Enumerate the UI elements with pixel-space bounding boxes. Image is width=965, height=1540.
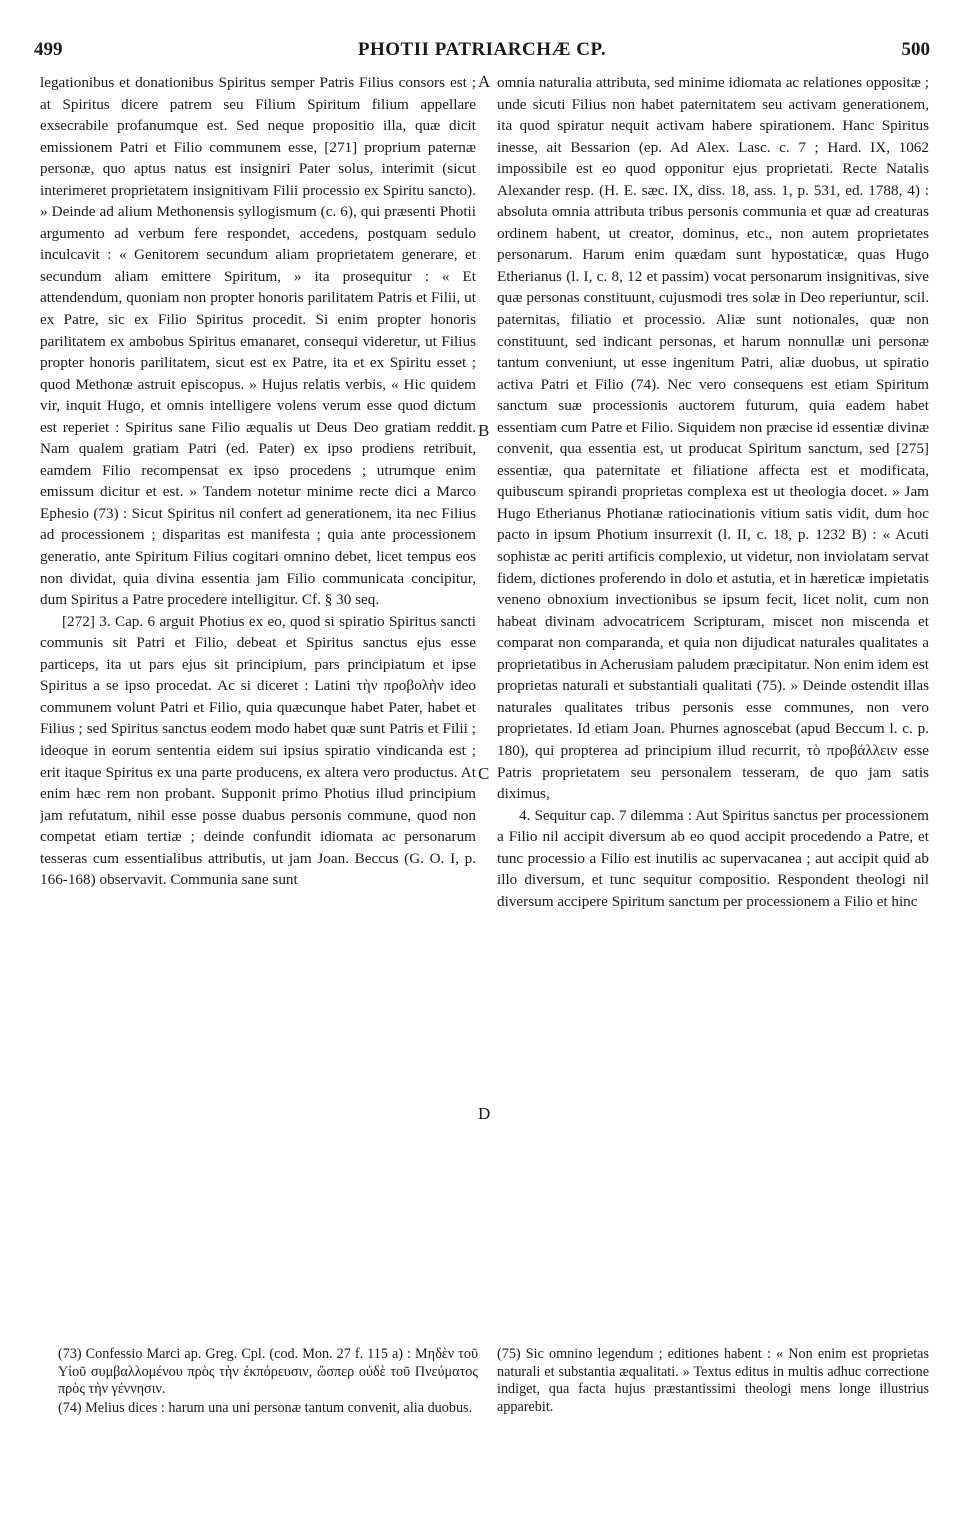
margin-marker-c: C: [478, 764, 490, 783]
page-header: [34, 38, 930, 66]
right-paragraph-1: omnia naturalia attributa, sed minime idiomata ac relationes oppositæ ; unde sicuti Filius non habet paternitatem seu activam generationem, ita quod spiratur nequit activam habere spirationem. Hanc Spiritus inesse, ait Bessarion (ep. Ad Alex. Lasc. c. 7 ; Hard. IX, 1062 impossibile est eo quod opponitur ejus proprietati. Recte Natalis Alexander resp. (H. E. sæc. IX, diss. 18, ass. 1, p. 531, ed. 1788, 4) : absoluta omnia attributa tribus personis communia et quæ ad creaturas ordinem habent, ut creator, dominus, etc., non autem proprietates personarum. Harum enim quædam sunt hypostaticæ, quas Hugo Etherianus (l. I, c. 8, 12 et passim) vocat personarum insignitivas, sive quæ personas constituunt, cujusmodi tres solæ in Deo reperiuntur, scil. paternitas, filiatio et processio. Aliæ sunt notionales, quæ non constituunt, sed indicant personas, et harum nonnullæ uni personæ tantum conveniunt, ut esse ingenitum Patri, aliæ duobus, ut spiratio activa Patri et Filio (74). Nec vero consequens est etiam Spiritum sanctum suæ processionis auctorem futurum, quia eadem habet essentiam cum Patre et Filio. Siquidem non præcise id essentiæ divinæ convenit, qua essentia est, ut producat Spiritum sanctum, sed [275] essentiæ, qua paternitate et filiatione affecta est et modificata, quibuscum spirandi proprietas complexa est ut theologia docet. » Jam Hugo Etherianus Photianæ ratiocinationis vitium satis vidit, dum hoc pacto in ipsum Photium insurrexit (l. II, c. 18, p. 1232 B) : « Acuti sophistæ ac periti artificis complexio, ut videtur, non inviolatam servat fidem, dictiones proferendo in dolo et astutia, et in hæreticæ impietatis veneno obnoxium invectionibus se ipsum fecit, licet nolit, cum non habeat divinam advocatricem Scripturam, miscet non miscenda et comparat non comparanda, et quia non dijudicat naturales qualitates a proprietatibus in Acherusiam paludem præcipitatur. Non enim idem est proprietas naturali et substantiali qualitati (75). » Deinde ostendit illas naturales qualitates tribus personis esse communes, non vero proprietates. Id etiam Joan. Phurnes agnoscebat (apud Beccum l. c. p. 180), qui propterea ad principium illud recurrit, τὸ προβάλλειν esse Patris proprietatem seu personalem tesseram, de quo jam satis diximus,: [497, 74, 929, 803]
footnotes-left: [58, 1346, 478, 1418]
footnote-74: (74) Melius dices : harum una uni personæ tantum convenit, alia duobus.: [58, 1399, 473, 1416]
right-column: [497, 72, 929, 1322]
right-paragraph-2: 4. Sequitur cap. 7 dilemma : Aut Spiritus sanctus per processionem a Filio nil accipit diversum ab eo quod accipit procedendo a Patre, et tunc processio a Filio est inutilis ac supervacanea ; aut accipit quid ab illo diversum, et tunc sequitur compositio. Respondent theologi nil diversum accipere Spiritum sanctum per processionem a Filio et hinc: [497, 806, 929, 910]
left-paragraph-2: [272] 3. Cap. 6 arguit Photius ex eo, quod si spiratio Spiritus sancti communis sit Patri et Filio, debeat et Spiritus sanctus ejus esse particeps, ita ut pars ejus sit principium, pars principiatum et ipse Spiritus a se ipso procedat. Ac si diceret : Latini τὴν προβολὴν ideo communem volunt Patri et Filio, quia quæcunque habet Pater, habet et Filius ; sed Spiritus sanctus eodem modo habet quæ sunt Patris et Filii ; ideoque in eorum sententia eidem sui ipsius spiratio vindicanda est ; erit itaque Spiritus ex una parte producens, ex altera vero productus. At enim hæc rem non probant. Supponit primo Photius illud principium jam refutatum, nihil esse posse duabus personis commune, quod non competat etiam tertiæ ; deinde confundit idiomata ac personarum tesseras cum essentialibus attributis, ut jam Joan. Beccus (G. O. I, p. 166-168) observavit. Communia sane sunt: [40, 612, 476, 889]
margin-marker-b: B: [478, 421, 490, 440]
footnotes-right: [497, 1346, 929, 1417]
footnote-73: (73) Confessio Marci ap. Greg. Cpl. (cod. Mon. 27 f. 115 a) : Μηδὲν τοῦ Υἱοῦ συμβαλλομένου πρὸς τὴν ἐκπόρευσιν, ὥσπερ οὐδὲ τοῦ Πνεύματος πρὸς τὴν γέννησιν.: [58, 1346, 478, 1398]
footnote-75: (75) Sic omnino legendum ; editiones habent : « Non enim est proprietas naturali et substantia æqualitati. » Textus editus in multis adhuc correctione indiget, qua facta hujus præstantissimi theologi mens longe illustrius apparebit.: [497, 1346, 929, 1415]
left-paragraph-1: legationibus et donationibus Spiritus semper Patris Filius consors est ; at Spiritus dicere patrem seu Filium Spiritum filium appellare exsecrabile profanumque est. Sed neque propositio illa, quæ dicit emissionem Patri et Filio communem esse, [271] proprium paternæ personæ, quo aptus natus est insigniri Pater solus, interimit (sicut interimeret proprietatem insignitivam Filii processio ex Spiritu sancto). » Deinde ad alium Methonensis syllogismum (c. 6), qui præsenti Photii argumento ad verbum fere respondet, accedens, postquam sedulo inculcavit : « Genitorem secundum aliam proprietatem generare, et secundum aliam emittere Spiritum, » ita prosequitur : « Et attendendum, quoniam non propter honoris parilitatem Patris et Filii, ut ex Patre, sic ex Filio Spiritus procedit. Si enim propter honoris parilitatem ex ambobus Spiritus emanaret, consequi videretur, ut Filius propter honoris parilitatem, sicut est ex Patre, ita et ex Spiritu esset ; quod Methonæ astruit episcopus. » Hujus relatis verbis, « Hic quidem vir, inquit Hugo, et omnis intelligere volens verum esse quod dictum est reperiet : Spiritus sane Filio æqualis ut Deus Deo gratiam reddit. Nam qualem gratiam Patri (ed. Pater) ex ipso prodiens retribuit, eamdem Filio recompensat ex ipso procedens ; utrumque enim emissum dicitur et est. » Tandem notetur minime recte dici a Marco Ephesio (73) : Sicut Spiritus nil confert ad generationem, ita nec Filius ad processionem ; disparitas est manifesta ; quia ante processionem generatio, ante Spiritum Filius cogitari omnino debet, licet tempus eos non dividat, quia divina essentia jam Filio communicata concipitur, dum Spiritus a Patre procedere intelligitur. Cf. § 30 seq.: [40, 74, 476, 609]
margin-marker-a: A: [478, 72, 491, 91]
running-title: PHOTII PATRIARCHÆ CP.: [357, 39, 607, 60]
page-number-right: 500: [901, 39, 930, 60]
margin-marker-d: D: [478, 1104, 491, 1123]
left-column: [40, 72, 476, 1322]
page-number-left: 499: [34, 39, 63, 60]
